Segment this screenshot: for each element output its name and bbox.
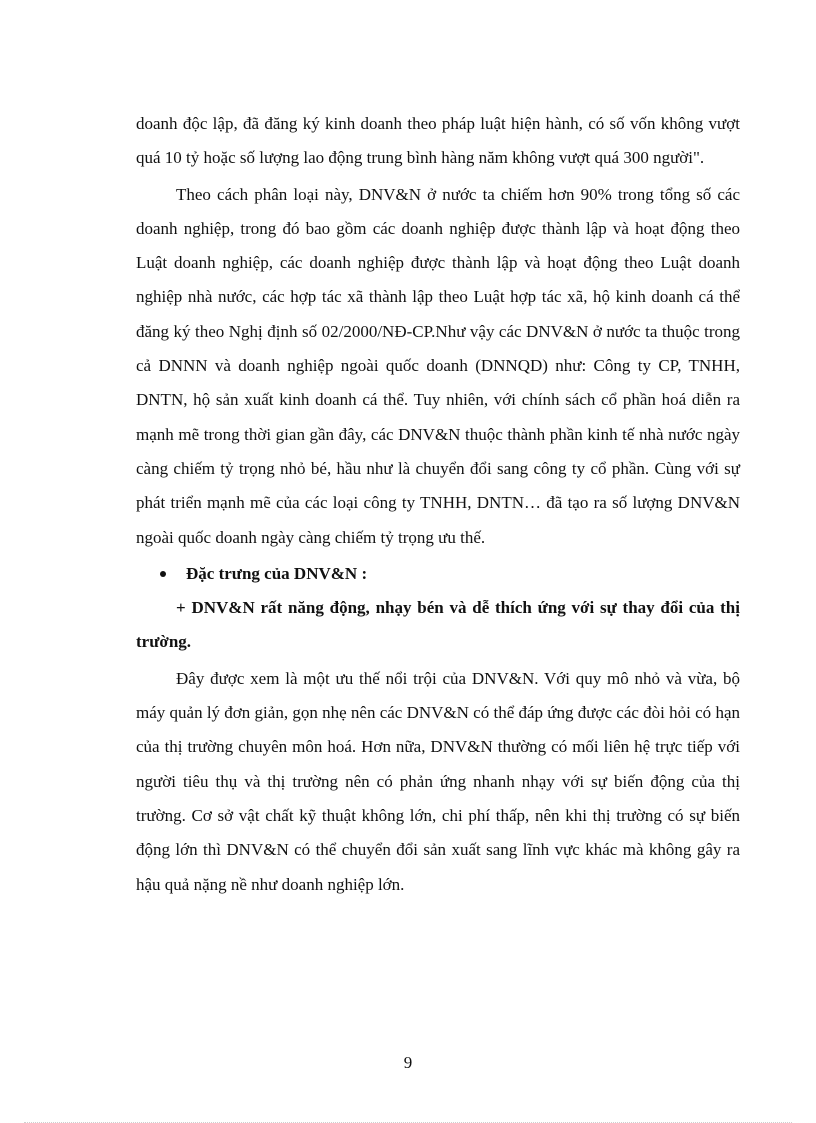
paragraph-advantage: Đây được xem là một ưu thế nổi trội của DNV&N. Với quy mô nhỏ và vừa, bộ máy quản lý đơn giản, gọn nhẹ nên các DNV&N có thể đáp ứng được các đòi hỏi có hạn của thị trường chuyên môn hoá. Hơn nữa, DNV&N thường có mối liên hệ trực tiếp với người tiêu thụ và thị trường nên có phản ứng nhanh nhạy với sự biến động của thị trường. Cơ sở vật chất kỹ thuật không lớn, chi phí thấp, nên khi thị trường có sự biến động lớn thì DNV&N có thể chuyển đổi sản xuất sang lĩnh vực khác mà không gây ra hậu quả nặng nề như doanh nghiệp lớn. — [136, 668, 740, 894]
paragraph-continuation: doanh độc lập, đã đăng ký kinh doanh theo pháp luật hiện hành, có số vốn không vượt quá 10 tỷ hoặc số lượng lao động trung bình hàng năm không vượt quá 300 người". — [136, 114, 740, 168]
bullet-heading — [136, 557, 740, 591]
characteristic-subheading: + DNV&N rất năng động, nhạy bén và dễ thích ứng với sự thay đổi của thị trường. — [136, 598, 740, 652]
page-number: 9 — [403, 1053, 413, 1072]
paragraph-classification: Theo cách phân loại này, DNV&N ở nước ta chiếm hơn 90% trong tổng số các doanh nghiệp, trong đó bao gồm các doanh nghiệp được thành lập và hoạt động theo Luật doanh nghiệp, các doanh nghiệp được thành lập và hoạt động theo Luật doanh nghiệp nhà nước, các hợp tác xã thành lập theo Luật hợp tác xã, hộ kinh doanh cá thể đăng ký theo Nghị định số 02/2000/NĐ-CP.Như vậy các DNV&N ở nước ta thuộc trong cả DNNN và doanh nghiệp ngoài quốc doanh (DNNQD) như: Công ty CP, TNHH, DNTN, hộ sản xuất kinh doanh cá thể. Tuy nhiên, với chính sách cổ phần hoá diễn ra mạnh mẽ trong thời gian gần đây, các DNV&N thuộc thành phần kinh tế nhà nước ngày càng chiếm tỷ trọng nhỏ bé, hầu như là chuyển đổi sang công ty cổ phần. Cùng với sự phát triển mạnh mẽ của các loại công ty TNHH, DNTN… đã tạo ra số lượng DNV&N ngoài quốc doanh ngày càng chiếm tỷ trọng ưu thế. — [136, 184, 740, 547]
page-body — [136, 107, 740, 904]
bullet-icon — [160, 571, 166, 577]
bullet-heading-text: Đặc trưng của DNV&N : — [186, 563, 368, 583]
